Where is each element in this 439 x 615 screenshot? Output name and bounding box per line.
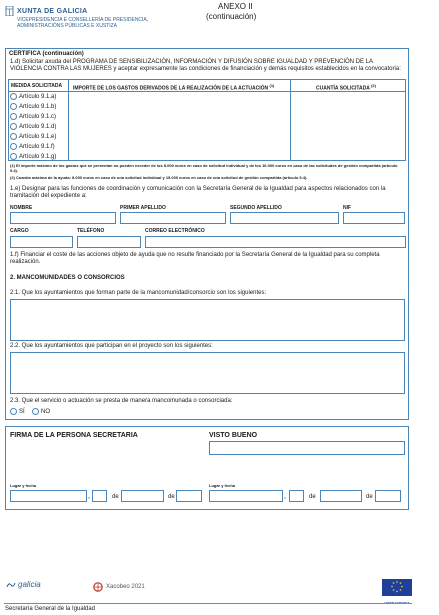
col-cuantia-label: CUANTÍA SOLICITADA <box>316 85 370 92</box>
right-month-field[interactable] <box>320 490 362 502</box>
galicia-wordmark: galicia <box>18 580 41 589</box>
nif-field[interactable] <box>343 212 405 224</box>
q23-text: 2.3. Que el servicio o actuación se presta de manera mancomunada o consorciada: <box>10 398 233 404</box>
item-1e: 1.e) Designar para las funciones de coordinación y comunicación con la Secretaría General de la Igualdad para aspectos relacionados con la tramitación del expediente a: <box>10 186 386 199</box>
annex-subtitle: (continuación) <box>206 12 257 21</box>
left-de-1: de <box>112 494 119 500</box>
radio-icon[interactable] <box>10 123 17 130</box>
lugar-fecha-left-label: Lugar y fecha <box>10 483 37 488</box>
logo-name: XUNTA DE GALICIA <box>17 7 88 15</box>
xacobeo-shell-icon <box>93 582 103 592</box>
left-lugar-field[interactable] <box>10 490 87 502</box>
xunta-logo <box>5 6 155 29</box>
label-segundo-apellido: SEGUNDO APELLIDO <box>230 205 282 211</box>
q21-textarea[interactable] <box>10 299 405 341</box>
col-importe <box>73 83 274 92</box>
radio-icon[interactable] <box>10 153 17 160</box>
right-lugar-field[interactable] <box>209 490 283 502</box>
q22-text: 2.2. Que los ayuntamientos que participan en el proyecto son los siguientes: <box>10 343 213 349</box>
certifica-title: CERTIFICA (continuación) <box>9 51 84 57</box>
dept-line-2: ADMINISTRACIÓNS PÚBLICAS E XUSTIZA <box>17 23 118 29</box>
col-cuantia <box>316 83 376 92</box>
cargo-field[interactable] <box>10 236 73 248</box>
segundo-apellido-field[interactable] <box>230 212 339 224</box>
nombre-field[interactable] <box>10 212 116 224</box>
si-label: SÍ <box>19 409 25 416</box>
right-comma: , <box>284 493 286 500</box>
table-col-divider-1 <box>68 79 69 160</box>
footer-dept: Secretaría General de la Igualdad <box>5 606 96 612</box>
radio-icon[interactable] <box>10 93 17 100</box>
medidas-list <box>10 93 56 163</box>
col-cuantia-sup: (2) <box>371 83 376 88</box>
eu-flag-icon <box>382 579 412 596</box>
right-day-field[interactable] <box>289 490 304 502</box>
firma-right-title: VISTO BUENO <box>209 432 258 439</box>
eu-label: UNIÓN EUROPEA <box>384 601 410 605</box>
left-de-2: de <box>168 494 175 500</box>
right-de-1: de <box>309 494 316 500</box>
eu-logo <box>382 579 412 605</box>
table-col-divider-2 <box>290 79 291 160</box>
medida-label: Artículo 9.1.e) <box>19 134 57 141</box>
annex-title: ANEXO II <box>218 2 253 11</box>
item-1d: 1.d) Solicitar axuda del PROGRAMA DE SENSIBILIZACIÓN, INFORMACIÓN Y DIFUSIÓN SOBRE IGUALDAD Y PREVENCIÓN DE LA VIOLENCIA CONTRA LAS MUJERES y aceptar expresamente las condiciones de financiación y demás requisitos establecidos en la convocatoria: <box>10 59 401 72</box>
medida-label: Artículo 9.1.c) <box>19 114 57 121</box>
q22-textarea[interactable] <box>10 352 405 394</box>
note-1: (1) El importe máximo de los gastos que se presentan no pueden exceder de los 8.000 euros en caso de solicitud individual y de los 16.000 euros en caso de las solicitudes de gestión compartida (artículo 9.4). <box>10 163 398 173</box>
q21-text: 2.1. Que los ayuntamientos que forman parte de la mancomunidad/consorcio son los siguientes: <box>10 290 267 296</box>
galicia-wave-icon <box>6 581 16 589</box>
option-no[interactable] <box>32 408 50 416</box>
label-telefono: TELÉFONO <box>77 228 105 234</box>
col-importe-label: IMPORTE DE LOS GASTOS DERIVADOS DE LA REALIZACIÓN DE LA ACTUACIÓN <box>73 85 269 92</box>
medida-option[interactable] <box>10 123 56 133</box>
label-nombre: NOMBRE <box>10 205 33 211</box>
galicia-logo <box>6 580 41 589</box>
label-primer-apellido: PRIMER APELLIDO <box>120 205 166 211</box>
medida-label: Artículo 9.1.g) <box>19 154 57 161</box>
no-label: NO <box>41 409 50 416</box>
radio-icon[interactable] <box>10 103 17 110</box>
medida-option[interactable] <box>10 103 56 113</box>
medida-option[interactable] <box>10 93 56 103</box>
item-1f: 1.f) Financiar el coste de las acciones objeto de ayuda que no resulte financiado por la Secretaría General de la Igualdad para su completa realización. <box>10 252 380 265</box>
option-si[interactable] <box>10 408 25 416</box>
visto-bueno-field[interactable] <box>209 441 405 455</box>
medida-label: Artículo 9.1.a) <box>19 94 57 101</box>
telefono-field[interactable] <box>77 236 141 248</box>
medida-label: Artículo 9.1.b) <box>19 104 57 111</box>
left-year-field[interactable] <box>176 490 202 502</box>
radio-icon[interactable] <box>10 143 17 150</box>
left-comma: , <box>88 493 90 500</box>
medida-label: Artículo 9.1.f) <box>19 144 55 151</box>
xacobeo-wordmark: Xacobeo 2021 <box>106 584 145 590</box>
medida-option[interactable] <box>10 113 56 123</box>
correo-field[interactable] <box>145 236 406 248</box>
col-medida: MEDIDA SOLICITADA <box>11 83 63 89</box>
xacobeo-logo <box>93 582 145 592</box>
col-importe-sup: (1) <box>269 83 275 88</box>
section-2-title: 2. MANCOMUNIDADES O CONSORCIOS <box>10 275 125 281</box>
label-cargo: CARGO <box>10 228 29 234</box>
label-nif: NIF <box>343 205 352 211</box>
radio-icon[interactable] <box>10 133 17 140</box>
dept-line-1: VICEPRESIDENCIA E CONSELLERÍA DE PRESIDENCIA, <box>17 17 149 23</box>
note-2: (2) Cuantía máxima de la ayuda: 8.000 euros en caso de una solicitud individual y 15.000 euros en caso de una solicitud de gestión compartida (artículo 9.4). <box>10 175 308 180</box>
primer-apellido-field[interactable] <box>120 212 226 224</box>
firma-left-title: FIRMA DE LA PERSONA SECRETARIA <box>10 432 138 439</box>
medida-label: Artículo 9.1.d) <box>19 124 57 131</box>
label-correo: CORREO ELECTRÓNICO <box>145 228 205 234</box>
right-de-2: de <box>366 494 373 500</box>
radio-icon[interactable] <box>32 408 39 415</box>
lugar-fecha-right-label: Lugar y fecha <box>209 483 236 488</box>
medida-option[interactable] <box>10 143 56 153</box>
medida-option[interactable] <box>10 153 56 163</box>
left-month-field[interactable] <box>121 490 164 502</box>
left-day-field[interactable] <box>92 490 107 502</box>
radio-icon[interactable] <box>10 408 17 415</box>
radio-icon[interactable] <box>10 113 17 120</box>
medida-option[interactable] <box>10 133 56 143</box>
right-year-field[interactable] <box>375 490 401 502</box>
xunta-emblem-icon <box>5 6 14 16</box>
footer-rule <box>4 603 412 604</box>
